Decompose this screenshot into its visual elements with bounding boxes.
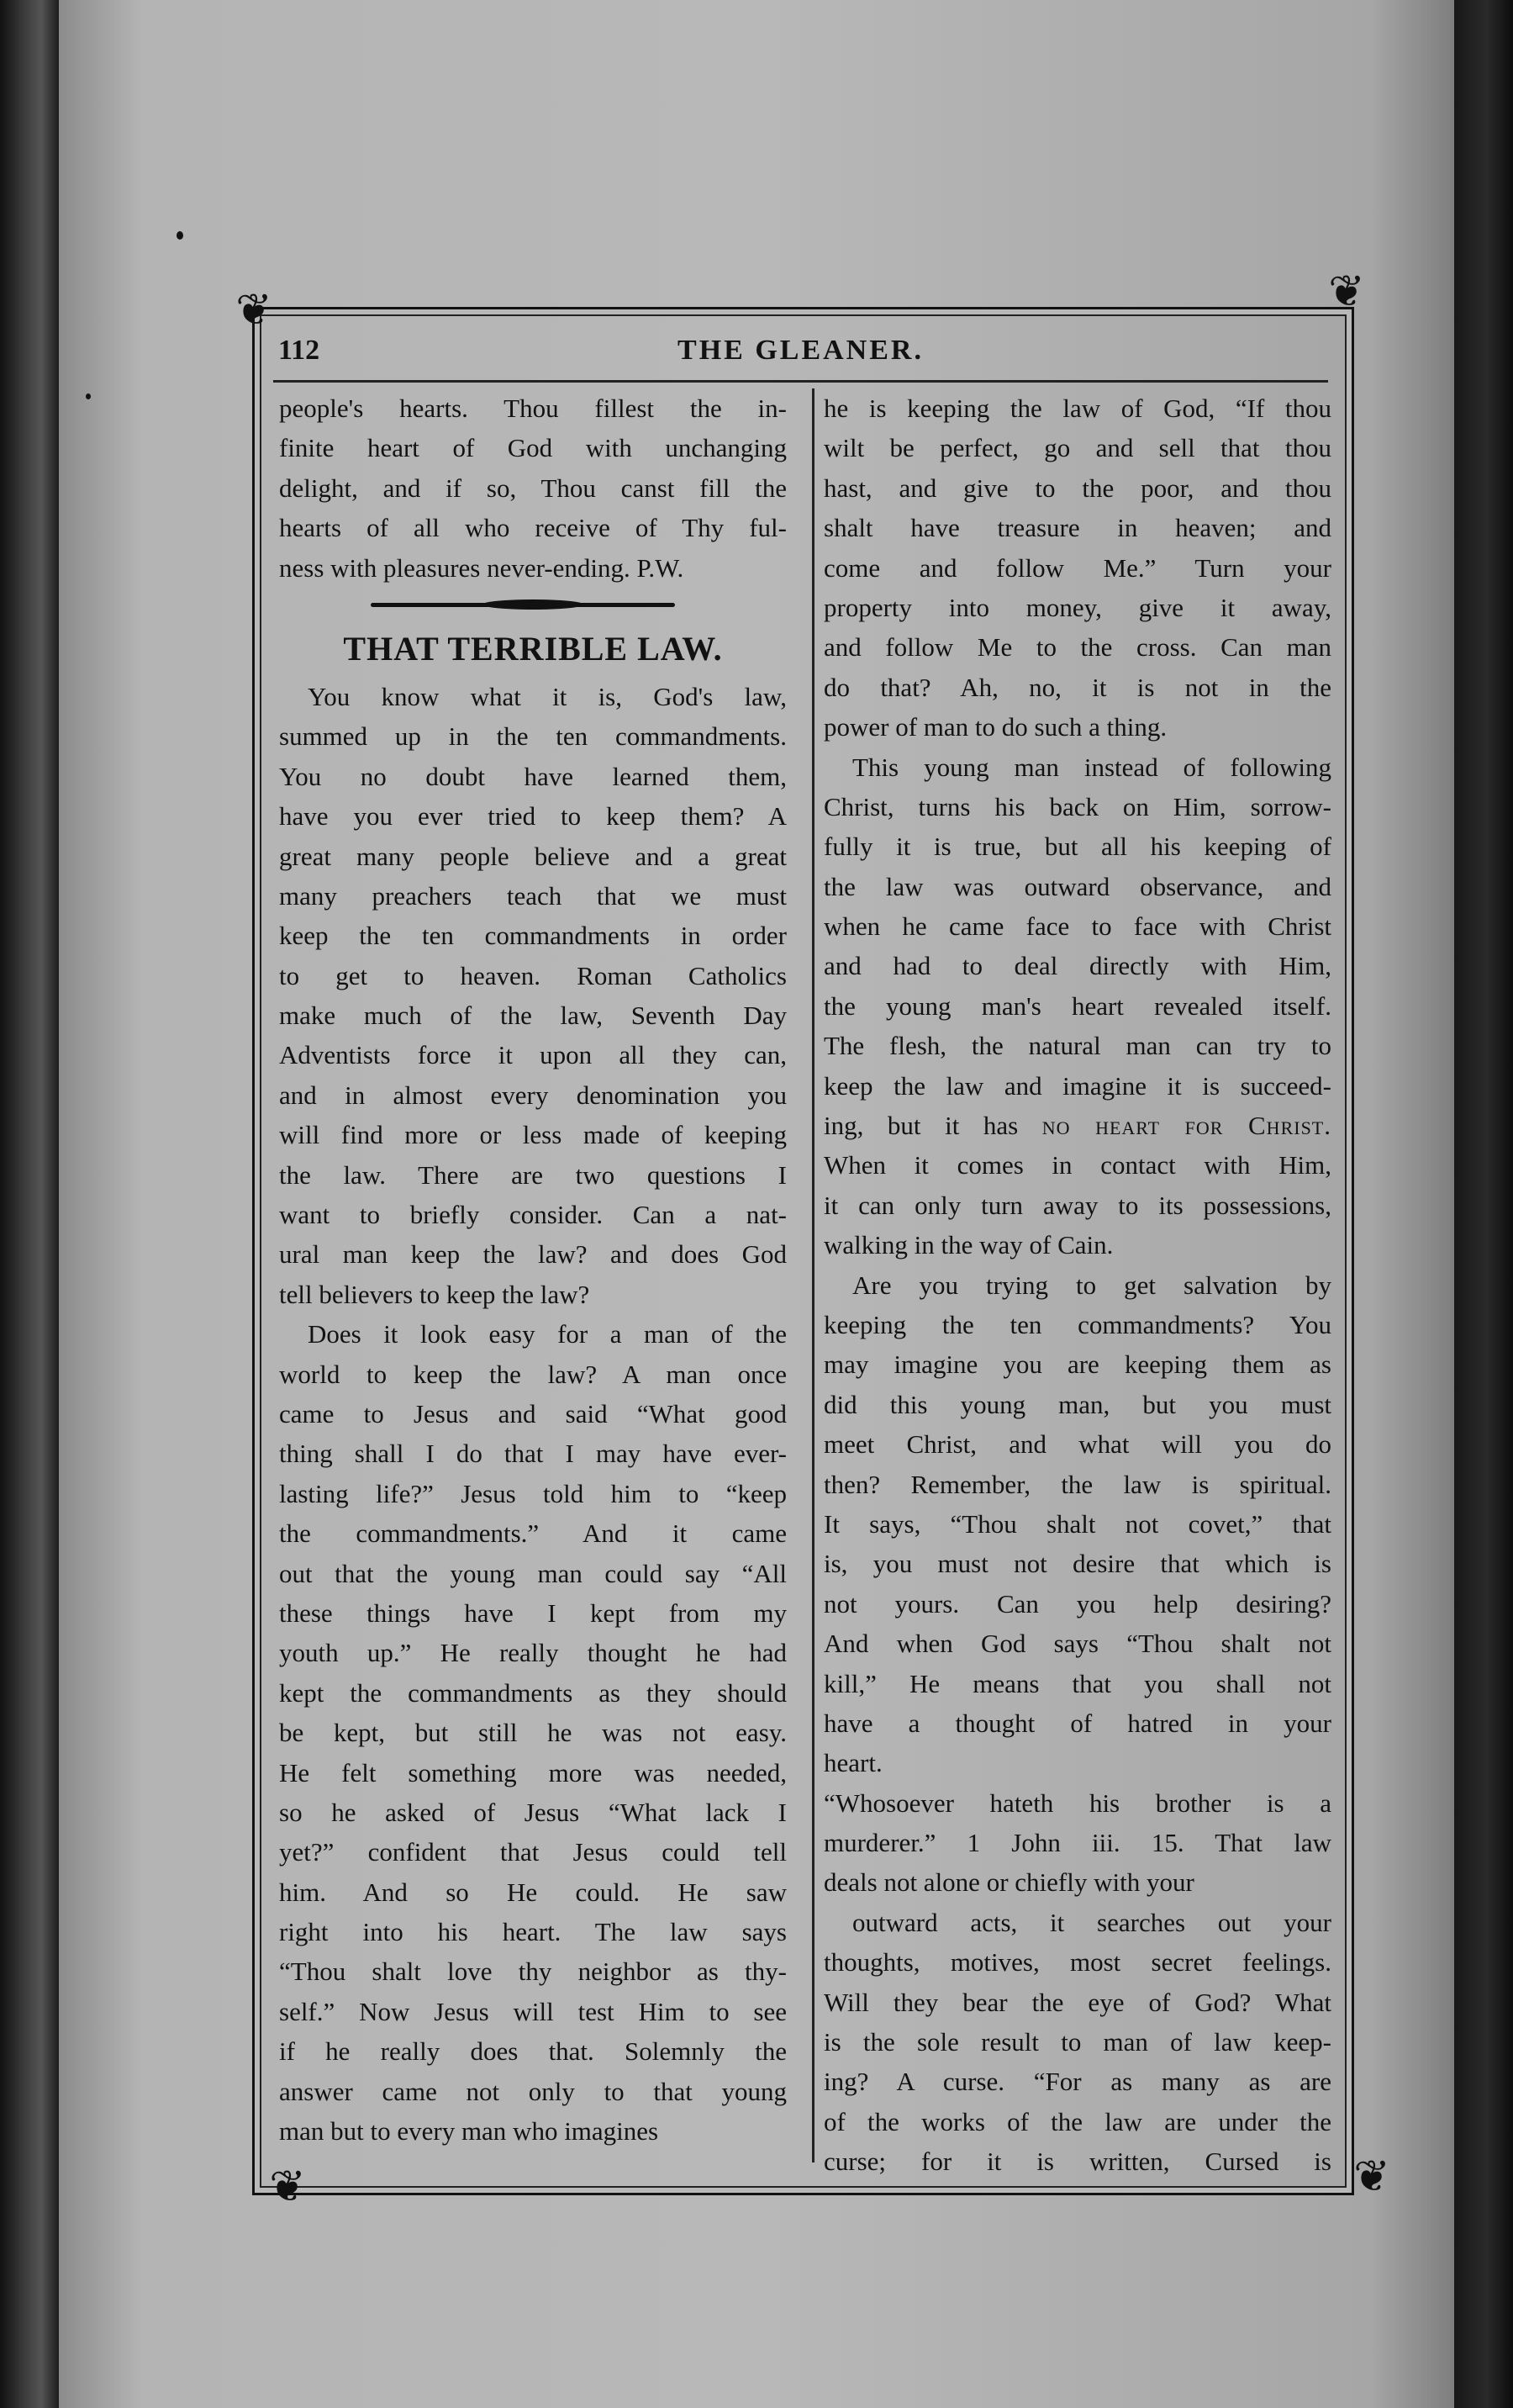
corner-ornament-icon: ❦ [269,2163,306,2211]
text-line: hearts of all who receive of Thy ful- [279,513,787,543]
text-line: delight, and if so, Thou canst fill the [279,473,787,503]
text-line: people's hearts. Thou fillest the in- [279,393,787,423]
text-line: to get to heaven. Roman Catholics [279,960,787,990]
text-line: the young man's heart revealed itself. [824,990,1331,1021]
text-line: outward acts, it searches out your [852,1907,1331,1937]
article-body-continued [824,1145,1331,2181]
text-line: ural man keep the law? and does God [279,1239,787,1270]
text-line: many preachers teach that we must [279,880,787,911]
text-line: ness with pleasures never-ending. P.W. [279,552,684,583]
ink-speck [86,393,91,399]
text-line: have you ever tried to keep them? A [279,801,787,832]
text-line: self.” Now Jesus will test Him to see [279,1996,787,2026]
text-line: hast, and give to the poor, and thou [824,473,1331,503]
left-column [279,388,787,2162]
text-line: the law was outward observance, and [824,871,1331,901]
text-line: ing, but it has no heart for Christ. [824,1111,1331,1141]
text-line: “Thou shalt love thy neighbor as thy- [279,1956,787,1987]
text-line: these things have I kept from my [279,1597,787,1628]
article-body [279,677,787,2151]
text-line: will find more or less made of keeping [279,1120,787,1150]
text-line: power of man to do such a thing. [824,712,1168,742]
text-line: heart. [824,1748,883,1778]
text-line: He felt something more was needed, [279,1757,787,1788]
text-line: When it comes in contact with Him, [824,1150,1331,1180]
text-line: and had to deal directly with Him, [824,951,1331,981]
text-line: want to briefly consider. Can a nat- [279,1200,787,1230]
text-line: “Whosoever hateth his brother is a [824,1788,1331,1818]
text-line: The flesh, the natural man can try to [824,1031,1331,1061]
text-line: You no doubt have learned them, [279,761,787,791]
text-line: be kept, but still he was not easy. [279,1718,787,1748]
text-line: And when God says “Thou shalt not [824,1629,1331,1659]
page-header [273,330,1328,383]
text-line: Are you trying to get salvation by [852,1270,1331,1300]
corner-ornament-icon: ❦ [1328,268,1365,316]
text-line: may imagine you are keeping them as [824,1349,1331,1380]
text-line: Christ, turns his back on Him, sorrow- [824,791,1331,821]
text-line: tell believers to keep the law? [279,1279,590,1309]
text-line: thoughts, motives, most secret feelings. [824,1947,1331,1978]
text-line: This young man instead of following [852,752,1331,782]
text-line: ing? A curse. “For as many as are [824,2067,1331,2097]
intro-paragraph [279,388,787,588]
text-line: great many people believe and a great [279,841,787,871]
text-line: him. And so He could. He saw [279,1877,787,1907]
text-line: youth up.” He really thought he had [279,1638,787,1668]
text-line: is, you must not desire that which is [824,1549,1331,1579]
article-body-continued [824,388,1331,1106]
article-heading: THAT TERRIBLE LAW. [343,629,723,668]
text-line: finite heart of God with unchanging [279,433,787,463]
text-line: meet Christ, and what will you do [824,1429,1331,1460]
page-number: 112 [278,335,320,366]
text-line: the law. There are two questions I [279,1159,787,1190]
text-line: if he really does that. Solemnly the [279,2036,787,2067]
text-line: It says, “Thou shalt not covet,” that [824,1508,1331,1539]
ink-speck [177,231,183,240]
text-line: yet?” confident that Jesus could tell [279,1837,787,1867]
text-line: curse; for it is written, Cursed is [824,2147,1331,2177]
text-line: right into his heart. The law says [279,1917,787,1947]
text-line: did this young man, but you must [824,1389,1331,1419]
text-line: man but to every man who imagines [279,2116,659,2147]
text-line: kill,” He means that you shall not [824,1668,1331,1698]
text-line: summed up in the ten commandments. [279,721,787,752]
right-column [824,388,1331,2177]
text-line: come and follow Me.” Turn your [824,552,1331,583]
text-line: fully it is true, but all his keeping of [824,832,1331,862]
text-line: and in almost every denomination you [279,1080,787,1110]
corner-ornament-icon: ❦ [1353,2153,1390,2201]
text-line: walking in the way of Cain. [824,1230,1114,1260]
text-line: when he came face to face with Christ [824,911,1331,942]
text-line: out that the young man could say “All [279,1558,787,1588]
text-line: world to keep the law? A man once [279,1359,787,1389]
text-line: it can only turn away to its possessions, [824,1190,1331,1220]
corner-ornament-icon: ❦ [235,287,272,335]
running-title: THE GLEANER. [677,335,924,366]
column-divider [812,388,814,2162]
text-line: kept the commandments as they should [279,1677,787,1708]
text-line: Does it look easy for a man of the [308,1319,787,1349]
text-line: came to Jesus and said “What good [279,1398,787,1428]
text-line: answer came not only to that young [279,2076,787,2106]
section-separator [279,588,787,621]
text-line: property into money, give it away, [824,592,1331,622]
text-line: then? Remember, the law is spiritual. [824,1469,1331,1499]
text-line: is the sole result to man of law keep- [824,2027,1331,2057]
text-line: murderer.” 1 John iii. 15. That law [824,1828,1331,1858]
text-line: and follow Me to the cross. Can man [824,632,1331,663]
book-binding-right [1454,0,1513,2408]
text-line: shalt have treasure in heaven; and [824,513,1331,543]
text-line: deals not alone or chiefly with your [824,1867,1194,1898]
text-line: Adventists force it upon all they can, [279,1040,787,1070]
text-line: do that? Ah, no, it is not in the [824,672,1331,702]
text-line: have a thought of hatred in your [824,1708,1331,1738]
text-line: so he asked of Jesus “What lack I [279,1797,787,1827]
book-binding-left [0,0,59,2408]
text-line: lasting life?” Jesus told him to “keep [279,1478,787,1508]
text-line: keep the law and imagine it is succeed- [824,1070,1331,1101]
text-line: thing shall I do that I may have ever- [279,1439,787,1469]
text-line: wilt be perfect, go and sell that thou [824,433,1331,463]
text-line: he is keeping the law of God, “If thou [824,393,1331,423]
small-caps-phrase: no heart for Christ. [1041,1111,1331,1141]
text-line: You know what it is, God's law, [308,681,787,711]
text-line: the commandments.” And it came [279,1518,787,1549]
text-line: Will they bear the eye of God? What [824,1987,1331,2017]
text-line: keep the ten commandments in order [279,921,787,951]
text-line: keeping the ten commandments? You [824,1309,1331,1339]
text-line: of the works of the law are under the [824,2106,1331,2136]
text-line: make much of the law, Seventh Day [279,1001,787,1031]
text-line: not yours. Can you help desiring? [824,1588,1331,1619]
